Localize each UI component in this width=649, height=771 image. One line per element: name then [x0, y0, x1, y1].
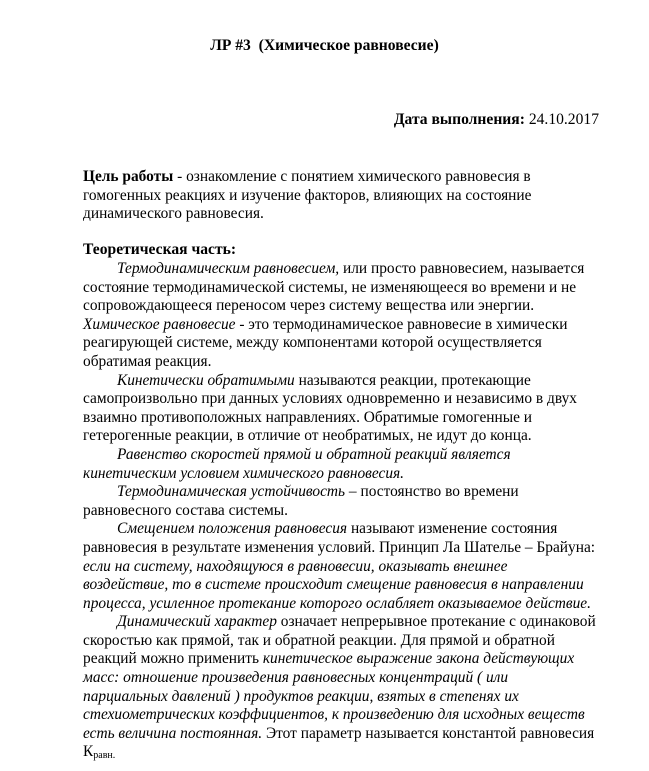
p6-rest: называют изменение состояния	[347, 520, 558, 538]
p3-term: Кинетически обратимыми	[117, 371, 295, 389]
p2-line-1	[83, 316, 623, 335]
p7-line-6	[83, 706, 623, 725]
p6-line-1	[83, 520, 623, 539]
goal-line-2: гомогенных реакциях и изучение факторов, влияющих на состояние	[83, 186, 532, 204]
p4-line-1	[83, 446, 623, 465]
p6-term: Смещением положения равновесия	[117, 520, 348, 538]
p6-text-3: если на систему, находящуюся в равновесии, оказывать внешнее	[83, 557, 508, 575]
p6-line-2: равновесия в результате изменения условий. Принцип Ла Шателье – Брайуна:	[83, 538, 596, 556]
p7-text-5: парциальных давлений ) продуктов реакции, взятых в степенях их	[83, 687, 519, 705]
goal-label: Цель работы	[83, 168, 174, 185]
p7-text-7b: Этот параметр называется константой равновесия	[262, 724, 595, 742]
p6-line-5	[83, 595, 623, 614]
date-label: Дата выполнения:	[393, 111, 525, 128]
completion-date	[394, 111, 599, 130]
p2-line-2: реагирующей системе, между компонентами которой осуществляется	[83, 334, 542, 352]
p7-text-6: стехиометрических коэффициентов, к произведению для исходных веществ	[83, 706, 585, 724]
p7-line-5	[83, 688, 623, 707]
p7-text-4: масс: отношение произведения равновесных концентраций ( или	[83, 669, 509, 687]
p7-term: Динамический характер	[117, 613, 277, 631]
p4-line-2	[83, 465, 623, 484]
p7-line-1	[83, 613, 623, 632]
p7-text-3b: кинетическое выражение закона действующих	[262, 650, 575, 668]
p5-line-2: равновесного состава системы.	[83, 501, 288, 519]
p7-line-4	[83, 669, 623, 688]
goal-section	[83, 168, 603, 224]
p1-rest: или просто равновесием, называется	[339, 260, 585, 277]
p7-text-7a: есть величина постоянная.	[83, 724, 263, 742]
p6-text-5: процесса, усиленное протекание которого ослабляет оказываемое действие.	[83, 594, 591, 612]
k-subscript: равн.	[93, 750, 116, 762]
p1-line-2: состояние термодинамической системы, не изменяющееся во времени и не	[83, 278, 577, 296]
p6-line-4	[83, 576, 623, 595]
p4-text-2: кинетическим условием химического равновесия.	[83, 464, 405, 482]
p5-line-1	[83, 483, 623, 502]
p5-rest: – постоянство во времени	[345, 483, 519, 501]
p3-line-3: взаимно противоположных направлениях. Обратимые гомогенные и	[83, 408, 533, 426]
p5-term: Термодинамическая устойчивость	[117, 483, 346, 501]
p1-line-3: сопровождающееся переносом через систему вещества или энергии.	[83, 297, 535, 315]
p6-text-4: воздействие, то в системе происходит смещение равновесия в направлении	[83, 576, 584, 594]
p3-line-1	[83, 372, 623, 391]
p2-rest: - это термодинамическое равновесие в химически	[235, 315, 568, 333]
theory-heading: Теоретическая часть:	[83, 241, 237, 258]
p7-line-2: скоростью как прямой, так и обратной реакции. Для прямой и обратной	[83, 631, 555, 649]
goal-text-1: - ознакомление с понятием химического равновесия в	[173, 168, 531, 185]
date-value: 24.10.2017	[524, 111, 599, 128]
page-title: ЛР #3 (Химическое равновесие)	[210, 37, 439, 54]
p7-rest: означает непрерывное протекание с одинаковой	[276, 613, 596, 631]
p3-rest: называются реакции, протекающие	[294, 371, 531, 389]
p7-line-7	[83, 725, 623, 744]
goal-line-3: динамического равновесия.	[83, 205, 264, 223]
p1-line-1	[83, 260, 623, 279]
theory-body	[83, 260, 623, 762]
p1-term: Термодинамическим равновесием,	[117, 260, 340, 277]
p3-line-2: самопроизвольно при данных условиях одновременно и независимо в двух	[83, 390, 577, 408]
k-constant-line	[83, 743, 623, 762]
goal-line-1	[83, 168, 603, 187]
p2-term: Химическое равновесие	[83, 315, 236, 333]
p7-line-3	[83, 650, 623, 669]
p4-text-1: Равенство скоростей прямой и обратной реакций является	[117, 445, 511, 463]
p7-text-3a: реакций можно применить	[83, 650, 263, 668]
p2-line-3: обратимая реакция.	[83, 352, 212, 370]
k-symbol: К	[83, 743, 94, 761]
p3-line-4: гетерогенные реакции, в отличие от необратимых, не идут до конца.	[83, 427, 532, 445]
p6-line-3	[83, 558, 623, 577]
